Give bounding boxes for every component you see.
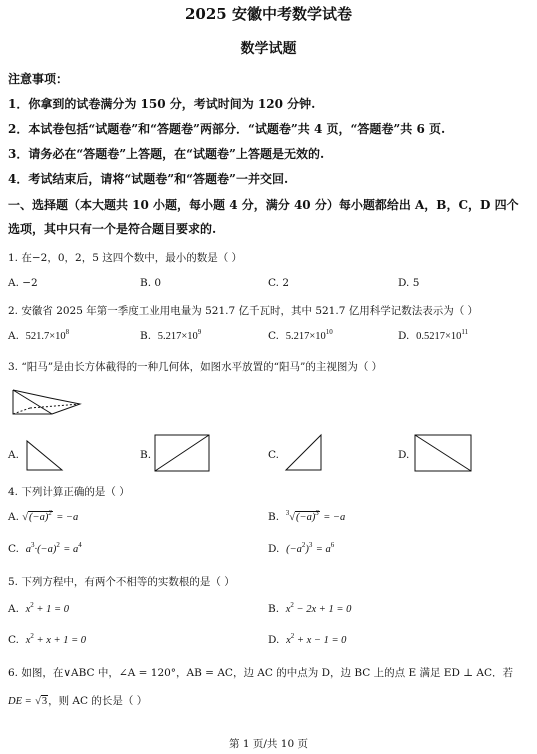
q5-option-d: D. $x^2 + x - 1 = 0$ (268, 632, 347, 646)
q1-option-b: B. 0 (140, 277, 162, 289)
q3-option-a-figure (26, 440, 64, 472)
q2-stem: 2. 安徽省 2025 年第一季度工业用电量为 521.7 亿千瓦时，其中 521.7 亿用科学记数法表示为（ ） (8, 305, 479, 317)
q6-stem-line2: DE = √3，则 AC 的长是（ ） (8, 695, 148, 707)
q1-option-a: A. −2 (8, 277, 38, 289)
q3-option-c-figure (285, 434, 323, 472)
q3-option-b-label: B. (140, 449, 152, 461)
q5-option-c: C. $x^2 + x + 1 = 0$ (8, 632, 87, 646)
q2-option-a: A. $521.7\times 10^8$ (8, 328, 70, 342)
notes-item-4: 4．考试结束后，请将“试题卷”和“答题卷”一并交回. (8, 172, 289, 186)
q3-option-a-label: A. (8, 449, 19, 461)
q3-yangma-figure (10, 382, 80, 424)
page-title: 2025 安徽中考数学试卷 (185, 5, 352, 23)
q3-option-b-figure (154, 434, 210, 472)
q2-option-b: B. $5.217\times 10^9$ (140, 328, 202, 342)
q5-option-a: A. $x^2 + 1 = 0$ (8, 601, 69, 615)
q4-option-c: C. $a^3\cdot(-a)^2 = a^4$ (8, 541, 82, 555)
q6-stem-line1: 6. 如图，在∨ABC 中，∠A = 120°，AB = AC，边 AC 的中点为 D，边 BC 上的点 E 满足 ED ⊥ AC．若 (8, 667, 514, 679)
q3-option-c-label: C. (268, 449, 279, 461)
q4-option-b: B. $^3√(-a)^3 = -a$ (268, 509, 346, 523)
notes-item-3: 3．请务必在“答题卷”上答题，在“试题卷”上答题是无效的. (8, 147, 325, 161)
page-subtitle: 数学试题 (240, 41, 297, 57)
q1-option-c: C. 2 (268, 277, 290, 289)
q5-stem: 5. 下列方程中，有两个不相等的实数根的是（ ） (8, 576, 235, 588)
section-heading-line1: 一、选择题（本大题共 10 小题，每小题 4 分，满分 40 分）每小题都给出 A，B，C，D 四个 (8, 198, 519, 212)
q3-option-d-label: D. (398, 449, 410, 461)
section-heading-line2: 选项，其中只有一个是符合题目要求的. (8, 222, 217, 236)
q1-option-d: D. 5 (398, 277, 420, 289)
q3-stem: 3. “阳马”是由长方体截得的一种几何体，如图水平放置的“阳马”的主视图为（ ） (8, 361, 383, 373)
q4-stem: 4. 下列计算正确的是（ ） (8, 486, 130, 498)
q3-option-d-figure (414, 434, 472, 472)
q1-stem: 1. 在−2，0，2，5 这四个数中，最小的数是（ ） (8, 252, 243, 264)
notes-item-1: 1．你拿到的试卷满分为 150 分，考试时间为 120 分钟. (8, 97, 316, 111)
page-number: 第 1 页/共 10 页 (229, 738, 308, 750)
q2-option-d: D. $0.5217\times 10^{11}$ (398, 328, 469, 342)
q4-option-d: D. $(-a^2)^3 = a^6$ (268, 541, 335, 555)
notes-heading: 注意事项： (8, 72, 69, 86)
q5-option-b: B. $x^2 - 2x + 1 = 0$ (268, 601, 352, 615)
notes-item-2: 2．本试卷包括“试题卷”和“答题卷”两部分．“试题卷”共 4 页，“答题卷”共 6 页. (8, 122, 446, 136)
q2-option-c: C. $5.217\times 10^{10}$ (268, 328, 333, 342)
q4-option-a: A. $√(-a)^2 = -a$ (8, 509, 79, 523)
